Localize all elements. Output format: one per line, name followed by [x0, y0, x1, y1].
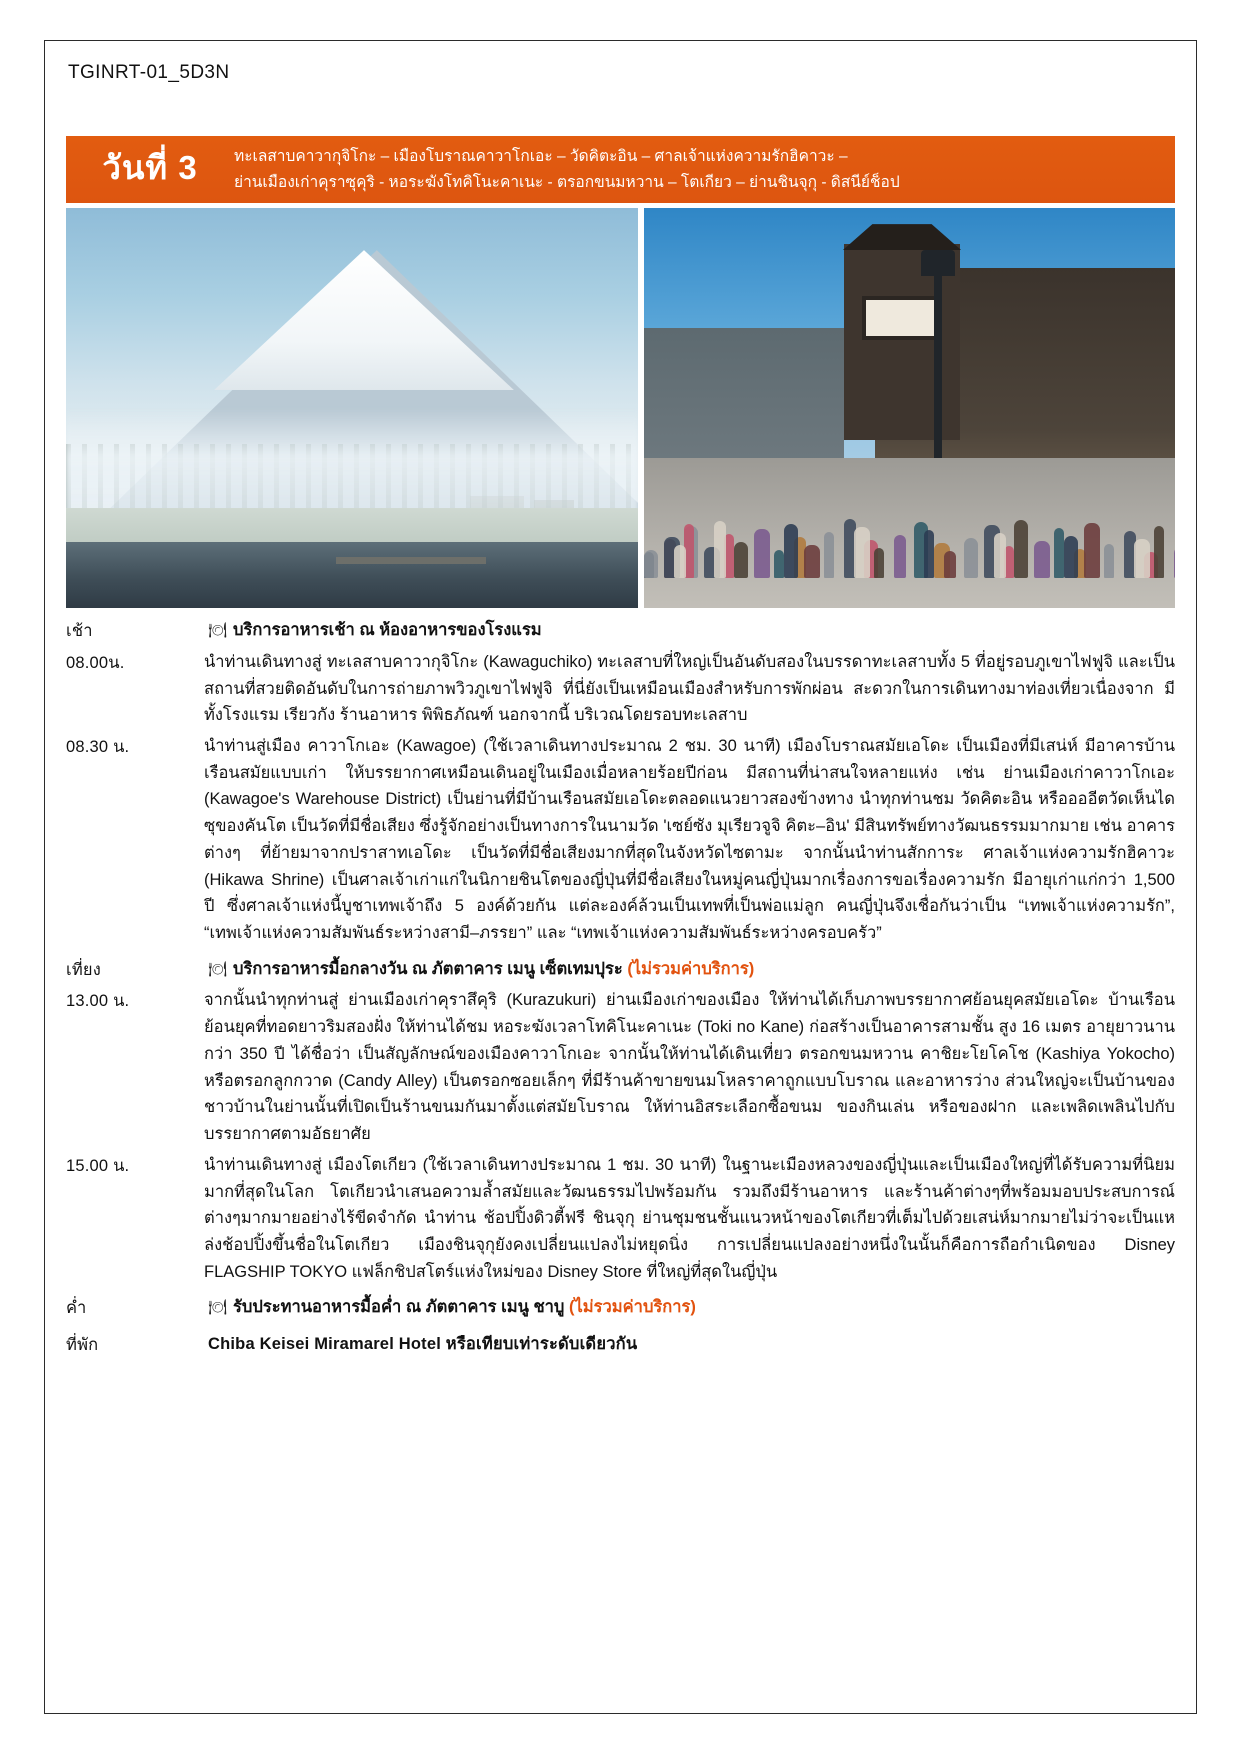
itinerary-text-body: Chiba Keisei Miramarel Hotel หรือเทียบเท่าระดับเดียวกัน — [208, 1335, 638, 1354]
itinerary-list — [66, 617, 1175, 1359]
itinerary-row — [66, 956, 1175, 984]
day-title-line-1: ทะเลสาบคาวากุจิโกะ – เมืองโบราณคาวาโกเอะ – วัดคิตะอิน – ศาลเจ้าแห่งความรักฮิคาวะ – — [234, 148, 848, 165]
itinerary-time: 08.00น. — [66, 653, 125, 672]
document-code: TGINRT-01_5D3N — [68, 62, 230, 83]
itinerary-text-body: บริการอาหารมื้อกลางวัน ณ ภัตตาคาร เมนู เซ็ตเทมปุระ — [233, 959, 623, 978]
itinerary-text-body: จากนั้นนำทุกท่านสู่ ย่านเมืองเก่าคุราสึคุริ (Kurazukuri) ย่านเมืองเก่าของเมือง ให้ท่านได้เก็บภาพบรรยากาศย้อนยุคสมัยเอโดะ บ้านเรือนย้อนยุคที่ทอดยาวริมสองฝั่ง ให้ท่านได้ชม หอระฆังเวลาโทคิโนะคาเนะ (Toki no Kane) ก่อสร้างเป็นอาคารสามชั้น สูง 16 เมตร อายุยาวนานกว่า 350 ปี ได้ชื่อว่า เป็นสัญลักษณ์ของเมืองคาวาโกเอะ จากนั้นให้ท่านได้เดินเที่ยว ตรอกขนมหวาน คาชิยะโยโคโช (Kashiya Yokocho) หรือตรอกลูกกวาด (Candy Alley) เป็นตรอกซอยเล็กๆ ที่มีร้านค้าขายขนมโหลราคาถูกแบบโบราณ และอาหารว่าง ส่วนใหญ่จะเป็นบ้านของชาวบ้านในย่านนั้นที่เปิดเป็นร้านขนมกันมาตั้งแต่สมัยโบราณ ให้ท่านอิสระเลือกซื้อขนม ของกินเล่น หรือของฝาก และเพลิดเพลินไปกับบรรยากาศตามอัธยาศัย — [204, 991, 1175, 1144]
day-number-label: วันที่ 3 — [102, 149, 198, 187]
itinerary-text — [204, 617, 1175, 644]
itinerary-row — [66, 1152, 1175, 1286]
day-title — [234, 136, 1175, 203]
itinerary-text — [204, 733, 1175, 947]
itinerary-text — [204, 987, 1175, 1147]
itinerary-time: ที่พัก — [66, 1336, 99, 1355]
itinerary-note: (ไม่รวมค่าบริการ) — [564, 1298, 696, 1317]
itinerary-text-body: นำท่านเดินทางสู่ เมืองโตเกียว (ใช้เวลาเดินทางประมาณ 1 ชม. 30 นาที) ในฐานะเมืองหลวงของญี่ปุ่นและเป็นเมืองใหญ่ที่ได้รับความที่นิยมมากที่สุดในโลก โตเกียวนำเสนอความล้ำสมัยและวัฒนธรรมไปพร้อมกัน รวมถึงมีร้านอาหาร และร้านค้าต่างๆที่พร้อมมอบประสบการณ์ต่างๆมากมายอย่างไร้ขีดจำกัด นำท่าน ช้อปปิ้งดิวตี้ฟรี ชินจุกุ ย่านชุมชนชั้นแนวหน้าของโตเกียวที่เต็มไปด้วยเสน่ห์มากมายไม่ว่าจะเป็นแหล่งช้อปปิ้งขึ้นชื่อในโตเกียว เมืองชินจุกุยังคงเปลี่ยนแปลงไม่หยุดนิ่ง การเปลี่ยนแปลงอย่างหนึ่งในนั้นก็คือการถือกำเนิดของ Disney FLAGSHIP TOKYO แฟล็กชิปสโตร์แห่งใหม่ของ Disney Store ที่ใหญ่ที่สุดในญี่ปุ่น — [204, 1155, 1175, 1281]
itinerary-note: (ไม่รวมค่าบริการ) — [622, 959, 755, 978]
itinerary-row — [66, 987, 1175, 1147]
itinerary-text — [204, 649, 1175, 729]
itinerary-text — [204, 1294, 1175, 1321]
meal-icon: 🍽 — [208, 1299, 228, 1317]
itinerary-time: 15.00 น. — [66, 1156, 130, 1175]
itinerary-text — [204, 1331, 1175, 1358]
itinerary-text-body: รับประทานอาหารมื้อค่ำ ณ ภัตตาคาร เมนู ชาบู — [233, 1298, 565, 1317]
itinerary-text — [204, 1152, 1175, 1286]
itinerary-time: ค่ำ — [66, 1299, 87, 1318]
itinerary-row — [66, 1331, 1175, 1359]
itinerary-text — [204, 956, 1175, 983]
itinerary-row — [66, 649, 1175, 729]
photo-strip — [66, 208, 1175, 608]
itinerary-row — [66, 1294, 1175, 1322]
meal-icon: 🍽 — [208, 622, 228, 640]
meal-icon: 🍽 — [208, 960, 228, 978]
day-header-bar — [66, 136, 1175, 203]
itinerary-row — [66, 617, 1175, 645]
itinerary-time: เช้า — [66, 622, 93, 641]
day-title-line-2: ย่านเมืองเก่าคุราซุคุริ - หอระฆังโทคิโนะคาเนะ - ตรอกขนมหวาน – โตเกียว – ย่านชินจุกุ - ดิสนีย์ช็อป — [234, 173, 900, 191]
itinerary-text-body: นำท่านสู่เมือง คาวาโกเอะ (Kawagoe) (ใช้เวลาเดินทางประมาณ 2 ชม. 30 นาที) เมืองโบราณสมัยเอโดะ เป็นเมืองที่มีเสน่ห์ มีอาคารบ้านเรือนสมัยแบบเก่า ให้บรรยากาศเหมือนเดินอยู่ในเมืองเมื่อหลายร้อยปีก่อน มีสถานที่น่าสนใจหลายแห่ง เช่น ย่านเมืองเก่าคาวาโกเอะ (Kawagoe's Warehouse District) เป็นย่านที่มีบ้านเรือนสมัยเอโดะตลอดแนวยาวสองข้างทาง นำทุกท่านชม วัดคิตะอิน หรืออออีตวัดเห็นไดซุของคันโต เป็นวัดที่มีชื่อเสียง ซึ่งรู้จักอย่างเป็นทางการในนามวัด 'เซย์ซัง มุเรียวจูจิ คิตะ–อิน' มีสินทรัพย์ทางวัฒนธรรมมากมาย เช่น อาคารต่างๆ ที่ย้ายมาจากปราสาทเอโดะ เป็นวัดที่มีชื่อเสียงมากที่สุดในจังหวัดไซตามะ จากนั้นนำท่านสักการะ ศาลเจ้าแห่งความรักฮิคาวะ (Hikawa Shrine) เป็นศาลเจ้าเก่าแก่ในนิกายชินโตของญี่ปุ่นที่มีชื่อเสียงในหมู่คนญี่ปุ่นมากเรื่องการขอเรื่องความรัก มีอายุเก่าแก่กว่า 1,500 ปี ซึ่งศาลเจ้าแห่งนี้บูชาเทพเจ้าถึง 5 องค์ด้วยกัน แต่ละองค์ล้วนเป็นเทพที่เป็นพ่อแม่ลูก คนญี่ปุ่นจึงเชื่อกันว่าเป็น “เทพเจ้าแห่งความรัก”, “เทพเจ้าแห่งความสัมพันธ์ระหว่างสามี–ภรรยา” และ “เทพเจ้าแห่งความสัมพันธ์ระหว่างครอบครัว” — [204, 737, 1175, 943]
itinerary-row — [66, 733, 1175, 947]
itinerary-time: 08.30 น. — [66, 738, 130, 756]
lake-kawaguchiko-mount-fuji-photo — [66, 208, 638, 608]
kawagoe-warehouse-district-street-photo — [644, 208, 1175, 608]
itinerary-text-body: บริการอาหารเช้า ณ ห้องอาหารของโรงแรม — [233, 621, 542, 640]
itinerary-time: 13.00 น. — [66, 992, 130, 1011]
itinerary-time: เที่ยง — [66, 960, 102, 979]
itinerary-text-body: นำท่านเดินทางสู่ ทะเลสาบคาวากุจิโกะ (Kawaguchiko) ทะเลสาบที่ใหญ่เป็นอันดับสองในบรรดาทะเลสาบทั้ง 5 ที่อยู่รอบภูเขาไฟฟูจิ และเป็นสถานที่สวยติดอันดับในการถ่ายภาพวิวภูเขาไฟฟูจิ ที่นี่ยังเป็นเหมือนเมืองสำหรับการพักผ่อน สะดวกในการเดินทางมาท่องเที่ยวเนื่องจาก มีทั้งโรงแรม เรียวกัง ร้านอาหาร พิพิธภัณฑ์ นอกจากนี้ บริเวณโดยรอบทะเลสาบ — [204, 652, 1175, 725]
